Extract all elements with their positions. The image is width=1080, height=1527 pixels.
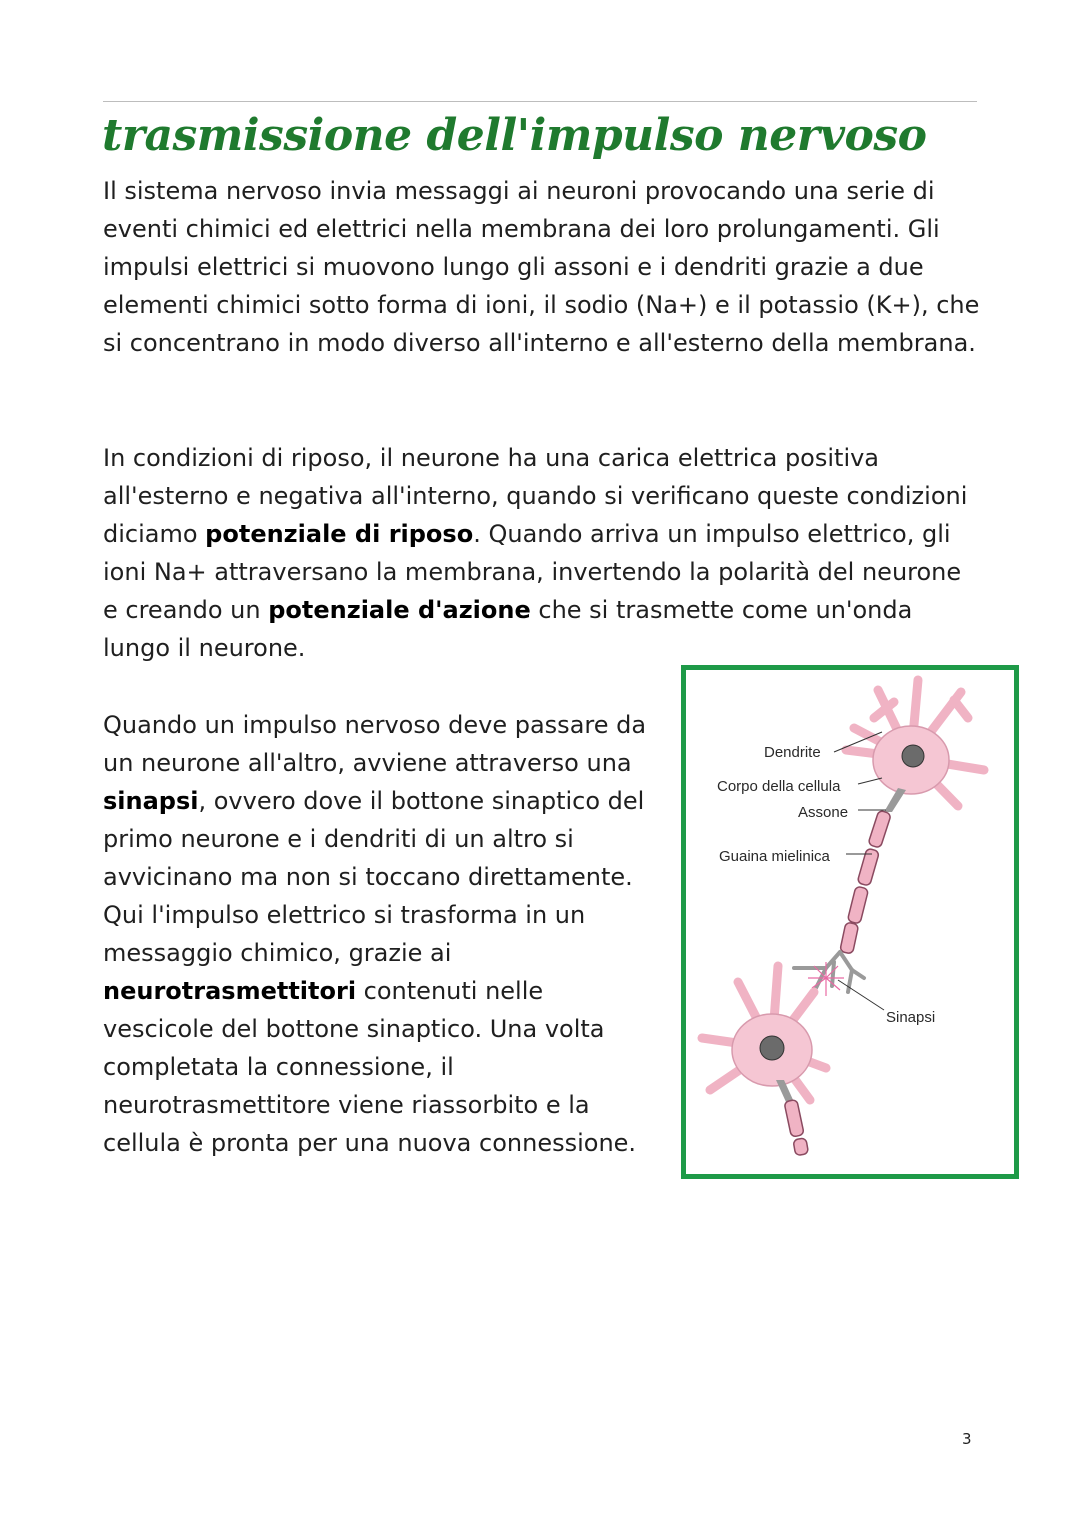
term-action-potential: potenziale d'azione: [268, 596, 531, 624]
page-number: 3: [962, 1430, 972, 1448]
text-run: , ovvero dove il bottone sinaptico del primo neurone e i dendriti di un altro si avvicinano ma non si toccano direttamente. Qui l'impulso elettrico si trasforma in un messaggio chimico, grazie ai: [103, 787, 645, 967]
neuron-figure: [681, 665, 1019, 1179]
page-title: trasmissione dell'impulso nervoso: [102, 110, 927, 161]
text-run: Quando un impulso nervoso deve passare da un neurone all'altro, avviene attraverso una: [103, 711, 647, 777]
text-run: che si trasmette come un'onda lungo il neurone.: [103, 596, 913, 662]
lower-axon-hillock: [776, 1080, 794, 1102]
axon-terminals: [794, 952, 864, 992]
text-run: contenuti nelle vescicole del bottone sinaptico. Una volta completata la connessione, il neurotrasmettitore viene riassorbito e la cellula è pronta per una nuova connessione.: [103, 977, 637, 1157]
paragraph-resting-potential: [103, 439, 983, 667]
term-resting-potential: potenziale di riposo: [205, 520, 474, 548]
label-dendrite: Dendrite: [764, 744, 821, 761]
label-synapse: Sinapsi: [886, 1009, 936, 1026]
label-myelin: Guaina mielinica: [719, 848, 830, 865]
paragraph-intro: Il sistema nervoso invia messaggi ai neuroni provocando una serie di eventi chimici ed elettrici nella membrana dei loro prolungamenti. Gli impulsi elettrici si muovono lungo gli assoni e i dendriti grazie a due elementi chimici sotto forma di ioni, il sodio (Na+) e il potassio (K+), che si concentrano in modo diverso all'interno e all'esterno della membrana.: [103, 177, 980, 357]
paragraph-synapse: [103, 706, 651, 1162]
label-axon: Assone: [798, 804, 849, 821]
text-run: . Quando arriva un impulso elettrico, gli ioni Na+ attraversano la membrana, invertendo la polarità del neurone e creando un: [103, 520, 962, 624]
myelin-segments: [840, 810, 892, 954]
term-synapse: sinapsi: [103, 787, 199, 815]
text-run: In condizioni di riposo, il neurone ha una carica elettrica positiva all'esterno e negativa all'interno, quando si verificano queste condizioni diciamo: [103, 444, 968, 548]
lower-nucleus: [760, 1036, 784, 1060]
label-cell-body: Corpo della cellula: [717, 778, 841, 795]
term-neurotransmitters: neurotrasmettitori: [103, 977, 357, 1005]
upper-nucleus: [902, 745, 924, 767]
lower-myelin-segments: [784, 1099, 809, 1155]
neuron-illustration: [686, 670, 1014, 1174]
header-rule: [103, 101, 977, 102]
